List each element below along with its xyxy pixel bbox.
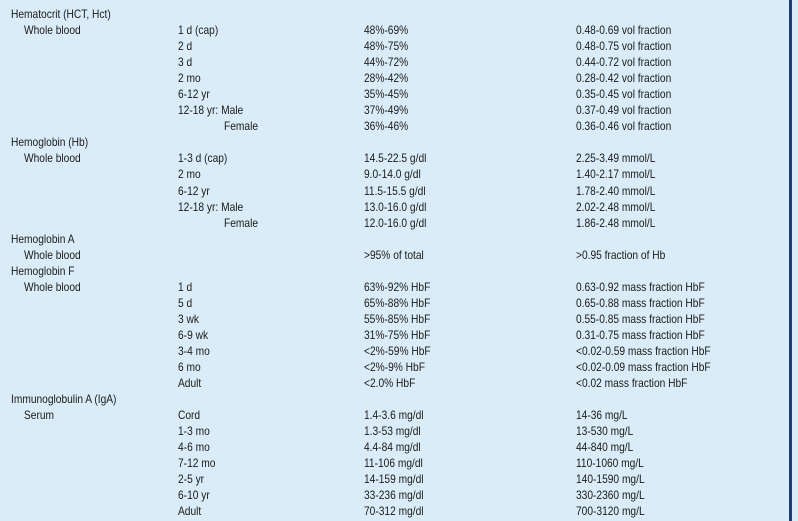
test-name: Hemoglobin A [11,231,75,246]
age-range: 6-12 yr [178,87,210,102]
test-name: Immunoglobulin A (IgA) [11,392,117,407]
age-range: 6 mo [178,360,201,375]
section-header-row [0,263,788,279]
si-value: 44-840 mg/L [576,440,634,455]
si-value: 0.48-0.69 vol fraction [576,23,672,38]
table-row [0,38,788,54]
section-header-row [0,391,788,407]
si-value: <0.02-0.09 mass fraction HbF [576,360,711,375]
si-value: 1.86-2.48 mmol/L [576,215,656,230]
table-row [0,102,788,118]
si-value: <0.02-0.59 mass fraction HbF [576,343,711,358]
age-range: Adult [178,376,202,391]
age-range: 4-6 mo [178,440,210,455]
age-range: 1-3 mo [178,424,210,439]
si-value: <0.02 mass fraction HbF [576,376,688,391]
conventional-value: 1.4-3.6 mg/dl [364,408,424,423]
age-range: 1 d [178,279,193,294]
conventional-value: 11-106 mg/dl [364,456,423,471]
table-row [0,327,788,343]
age-range: 12-18 yr: Male [178,199,244,214]
age-range: 6-9 wk [178,327,209,342]
table-row [0,407,788,423]
conventional-value: 65%-88% HbF [364,295,431,310]
conventional-value: 13.0-16.0 g/dl [364,199,427,214]
specimen: Serum [24,408,55,423]
conventional-value: 14.5-22.5 g/dl [364,151,427,166]
si-value: 0.44-0.72 vol fraction [576,55,672,70]
si-value: 110-1060 mg/L [576,456,644,471]
conventional-value: 48%-69% [364,23,409,38]
table-row [0,54,788,70]
si-value: 700-3120 mg/L [576,504,645,519]
conventional-value: 11.5-15.5 g/dl [364,183,426,198]
table-row [0,455,788,471]
age-range: 2 d [178,39,193,54]
si-value: 1.78-2.40 mmol/L [576,183,656,198]
right-edge-rule [789,0,792,521]
conventional-value: <2%-59% HbF [364,343,431,358]
table-row [0,471,788,487]
age-range: Female [224,119,259,134]
si-value: 0.36-0.46 vol fraction [576,119,672,134]
conventional-value: 63%-92% HbF [364,279,431,294]
si-value: 0.48-0.75 vol fraction [576,39,672,54]
age-range: 2 mo [178,71,201,86]
table-row [0,22,788,38]
conventional-value: 4.4-84 mg/dl [364,440,421,455]
table-row [0,215,788,231]
si-value: >0.95 fraction of Hb [576,247,666,262]
age-range: 1-3 d (cap) [178,151,228,166]
conventional-value: 1.3-53 mg/dl [364,424,421,439]
section-header-row [0,134,788,150]
age-range: 6-12 yr [178,183,210,198]
specimen: Whole blood [24,279,81,294]
specimen: Whole blood [24,23,81,38]
si-value: 0.63-0.92 mass fraction HbF [576,279,705,294]
conventional-value: 37%-49% [364,103,409,118]
table-row [0,118,788,134]
age-range: 7-12 mo [178,456,216,471]
table-row [0,439,788,455]
test-name: Hemoglobin F [11,263,75,278]
age-range: 2-5 yr [178,472,205,487]
table-row [0,166,788,182]
section-header-row [0,6,788,22]
conventional-value: 14-159 mg/dl [364,472,424,487]
section-header-row [0,231,788,247]
table-row [0,503,788,519]
age-range: Cord [178,408,201,423]
conventional-value: 28%-42% [364,71,409,86]
conventional-value: >95% of total [364,247,424,262]
table-row [0,423,788,439]
age-range: 2 mo [178,167,201,182]
age-range: 3 d [178,55,193,70]
age-range: 6-10 yr [178,488,210,503]
conventional-value: 31%-75% HbF [364,327,431,342]
conventional-value: 12.0-16.0 g/dl [364,215,427,230]
si-value: 13-530 mg/L [576,424,634,439]
si-value: 0.35-0.45 vol fraction [576,87,672,102]
specimen: Whole blood [24,151,81,166]
age-range: 3 wk [178,311,199,326]
age-range: 12-18 yr: Male [178,103,244,118]
si-value: 2.02-2.48 mmol/L [576,199,656,214]
table-row [0,279,788,295]
conventional-value: <2%-9% HbF [364,360,425,375]
si-value: 0.28-0.42 vol fraction [576,71,672,86]
table-row [0,199,788,215]
conventional-value: 55%-85% HbF [364,311,431,326]
conventional-value: 35%-45% [364,87,409,102]
table-row [0,375,788,391]
si-value: 1.40-2.17 mmol/L [576,167,656,182]
si-value: 140-1590 mg/L [576,472,645,487]
table-row [0,359,788,375]
conventional-value: 36%-46% [364,119,409,134]
si-value: 14-36 mg/L [576,408,628,423]
reference-values-table [0,6,788,520]
si-value: 2.25-3.49 mmol/L [576,151,656,166]
age-range: Adult [178,504,202,519]
si-value: 330-2360 mg/L [576,488,645,503]
age-range: 1 d (cap) [178,23,219,38]
table-row [0,343,788,359]
table-row [0,183,788,199]
table-row [0,295,788,311]
conventional-value: 9.0-14.0 g/dl [364,167,421,182]
conventional-value: 48%-75% [364,39,409,54]
conventional-value: 44%-72% [364,55,409,70]
age-range: 5 d [178,295,193,310]
conventional-value: 70-312 mg/dl [364,504,424,519]
table-row [0,70,788,86]
test-name: Hematocrit (HCT, Hct) [11,7,111,21]
table-row [0,150,788,166]
conventional-value: <2.0% HbF [364,376,416,391]
age-range: Female [224,215,259,230]
table-row [0,311,788,327]
table-row [0,247,788,263]
table-row [0,487,788,503]
specimen: Whole blood [24,247,81,262]
si-value: 0.31-0.75 mass fraction HbF [576,327,705,342]
age-range: 3-4 mo [178,343,210,358]
si-value: 0.55-0.85 mass fraction HbF [576,311,705,326]
conventional-value: 33-236 mg/dl [364,488,424,503]
si-value: 0.37-0.49 vol fraction [576,103,672,118]
test-name: Hemoglobin (Hb) [11,135,89,150]
si-value: 0.65-0.88 mass fraction HbF [576,295,705,310]
table-row [0,86,788,102]
